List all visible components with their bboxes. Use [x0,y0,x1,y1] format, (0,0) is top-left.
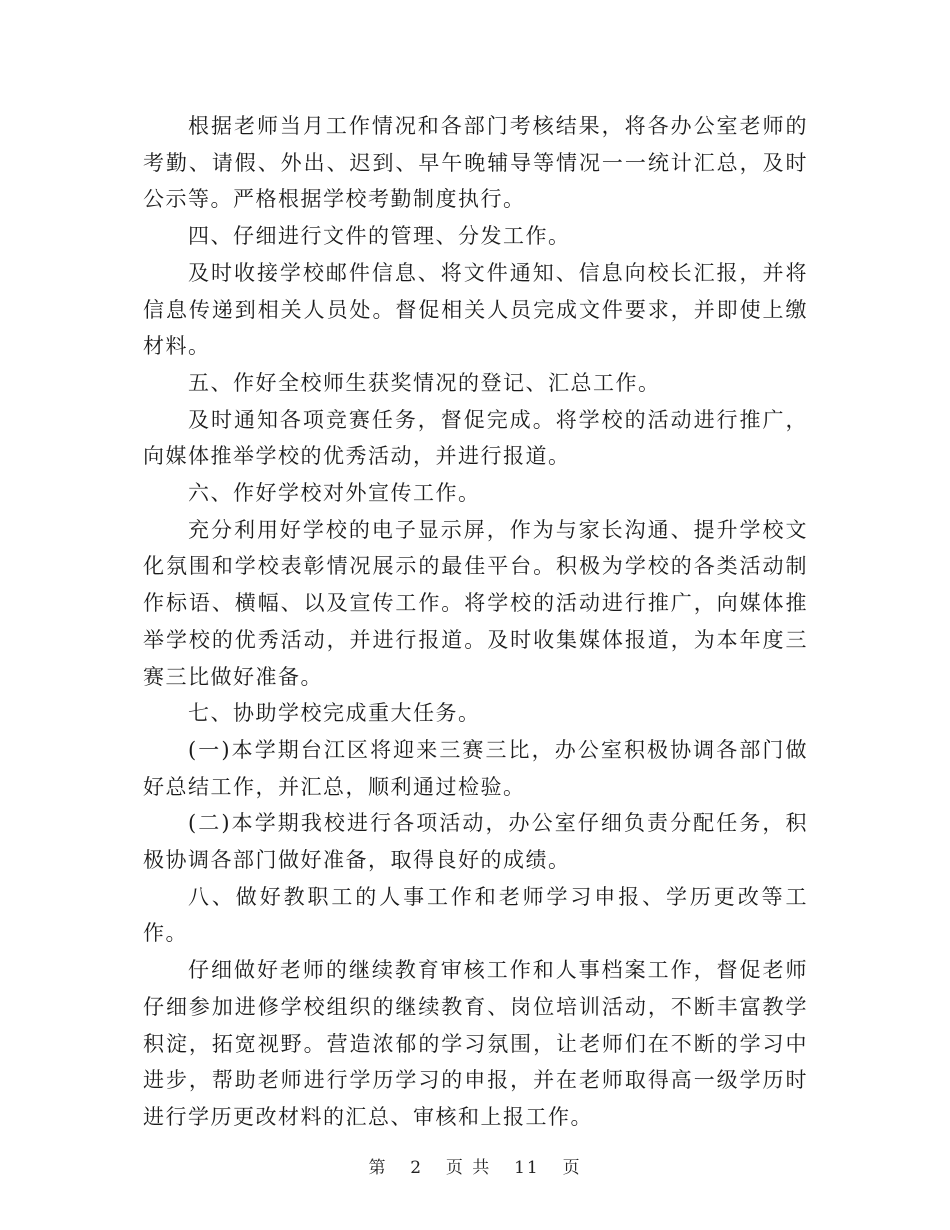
page-footer [0,1153,950,1178]
heading-section-5: 五、作好全校师生获奖情况的登记、汇总工作。 [188,370,661,395]
heading-section-6: 六、作好学校对外宣传工作。 [188,481,481,506]
heading-section-7: 七、协助学校完成重大任务。 [188,701,481,726]
paragraph-task-1: (一)本学期台江区将迎来三赛三比，办公室积极协调各部门做好总结工作，并汇总，顺利通过检验。 [143,737,808,799]
footer-middle: 页 共 [445,1158,492,1178]
footer-prefix: 第 [368,1158,388,1178]
footer-total-pages: 11 [514,1158,540,1178]
paragraph-task-2: (二)本学期我校进行各项活动，办公室仔细负责分配任务，积极协调各部门做好准备，取得良好的成绩。 [143,811,808,873]
paragraph-documents: 及时收接学校邮件信息、将文件通知、信息向校长汇报，并将信息传递到相关人员处。督促相关人员完成文件要求，并即使上缴材料。 [143,260,808,359]
footer-suffix: 页 [562,1158,582,1178]
heading-section-8: 八、做好教职工的人事工作和老师学习申报、学历更改等工作。 [143,884,808,946]
paragraph-competitions: 及时通知各项竞赛任务，督促完成。将学校的活动进行推广，向媒体推举学校的优秀活动，并进行报道。 [143,407,808,469]
paragraph-personnel: 仔细做好老师的继续教育审核工作和人事档案工作，督促老师仔细参加进修学校组织的继续教育、岗位培训活动，不断丰富教学积淀，拓宽视野。营造浓郁的学习氛围，让老师们在不断的学习中进步，帮助老师进行学历学习的申报，并在老师取得高一级学历时进行学历更改材料的汇总、审核和上报工作。 [143,958,808,1129]
paragraph-publicity: 充分利用好学校的电子显示屏，作为与家长沟通、提升学校文化氛围和学校表彰情况展示的最佳平台。积极为学校的各类活动制作标语、横幅、以及宣传工作。将学校的活动进行推广，向媒体推举学校的优秀活动，并进行报道。及时收集媒体报道，为本年度三赛三比做好准备。 [143,517,808,689]
footer-current-page: 2 [410,1158,424,1178]
paragraph-attendance: 根据老师当月工作情况和各部门考核结果，将各办公室老师的考勤、请假、外出、迟到、早午晚辅导等情况一一统计汇总，及时公示等。严格根据学校考勤制度执行。 [143,114,808,212]
document-body [143,108,808,1136]
heading-section-4: 四、仔细进行文件的管理、分发工作。 [188,224,571,249]
